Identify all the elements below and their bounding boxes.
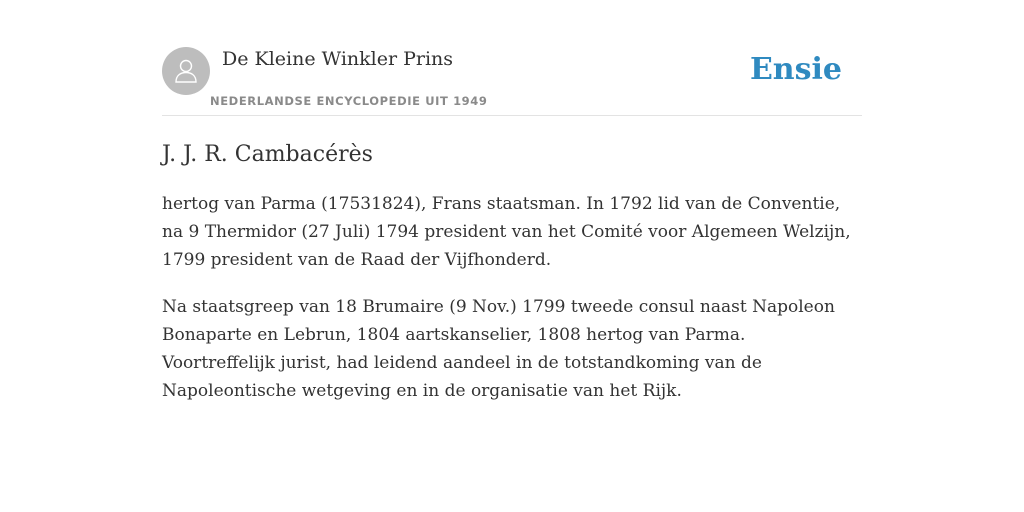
entry-paragraph: hertog van Parma (17531824), Frans staatsman. In 1792 lid van de Conventie, na 9 Thermidor (27 Juli) 1794 president van het Comité voor Algemeen Welzijn, 1799 president van de Raad der Vijfhonderd. [162, 194, 851, 270]
entry-body [162, 190, 862, 405]
source-subtitle: NEDERLANDSE ENCYCLOPEDIE UIT 1949 [210, 94, 488, 108]
entry-paragraph: Na staatsgreep van 18 Brumaire (9 Nov.) 1799 tweede consul naast Napoleon Bonaparte en Lebrun, 1804 aartskanselier, 1808 hertog van Parma. Voortreffelijk jurist, had leidend aandeel in de totstandkoming van de Napoleontische wetgeving en in de organisatie van het Rijk. [162, 297, 835, 401]
brand-logo-link[interactable]: Ensie [749, 52, 842, 87]
source-title[interactable]: De Kleine Winkler Prins [222, 48, 454, 70]
entry-title: J. J. R. Cambacérès [162, 142, 373, 167]
page [162, 0, 862, 405]
source-header [162, 47, 862, 116]
user-icon [172, 57, 200, 85]
avatar[interactable] [162, 47, 210, 95]
